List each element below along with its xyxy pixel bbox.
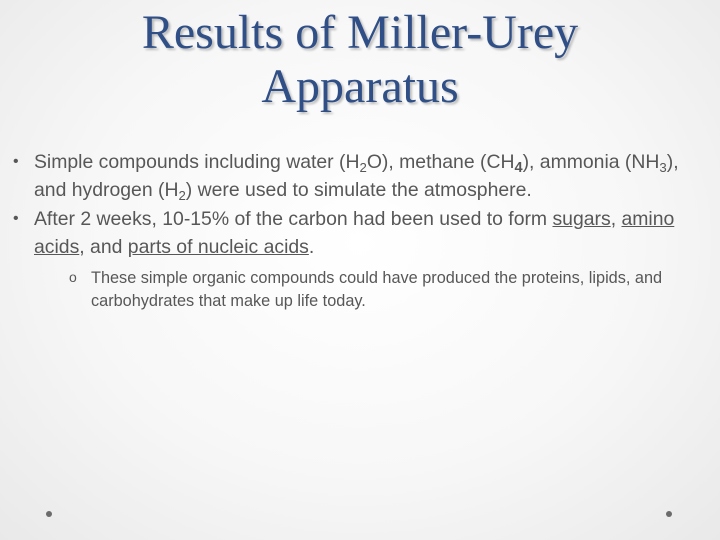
bullet-item	[10, 205, 710, 313]
title-line-1: Results of Miller-Urey	[141, 6, 579, 59]
underlined-term: parts of nucleic acids	[127, 236, 309, 258]
title-line-2: Apparatus	[261, 60, 459, 113]
bullet-marker: •	[13, 153, 19, 170]
corner-dot-left	[46, 511, 52, 517]
slide-title	[40, 6, 680, 114]
slide-body	[10, 148, 710, 314]
sub-bullet-text: These simple organic compounds could have produced the proteins, lipids, and carbohydrates that make up life today.	[91, 269, 663, 310]
text-run: .	[308, 236, 315, 258]
sub-bullet-marker: o	[69, 269, 77, 285]
sub-bullet-item	[69, 267, 720, 313]
bullet-item	[10, 148, 710, 204]
corner-dot-right	[666, 511, 672, 517]
text-run: ,	[610, 208, 622, 230]
subscript: 4	[514, 160, 523, 176]
text-run: ), ammonia (NH	[522, 151, 660, 173]
text-run: O), methane (CH	[366, 151, 515, 173]
subscript: 2	[178, 188, 186, 203]
text-run: ) were used to simulate the atmosphere.	[185, 179, 532, 201]
text-run: ), and hydrogen (H	[34, 151, 679, 201]
text-run: After 2 weeks, 10-15% of the carbon had been used to form	[34, 208, 553, 230]
underlined-term: amino acids	[34, 208, 675, 258]
text-run: Simple compounds including water (H	[34, 151, 360, 173]
bullet-marker: •	[13, 210, 19, 227]
underlined-term: sugars	[552, 208, 611, 230]
text-run: , and	[79, 236, 128, 258]
subscript: 3	[659, 160, 667, 175]
bullet-text	[34, 205, 710, 261]
subscript: 2	[359, 160, 367, 175]
bullet-text	[34, 148, 710, 204]
